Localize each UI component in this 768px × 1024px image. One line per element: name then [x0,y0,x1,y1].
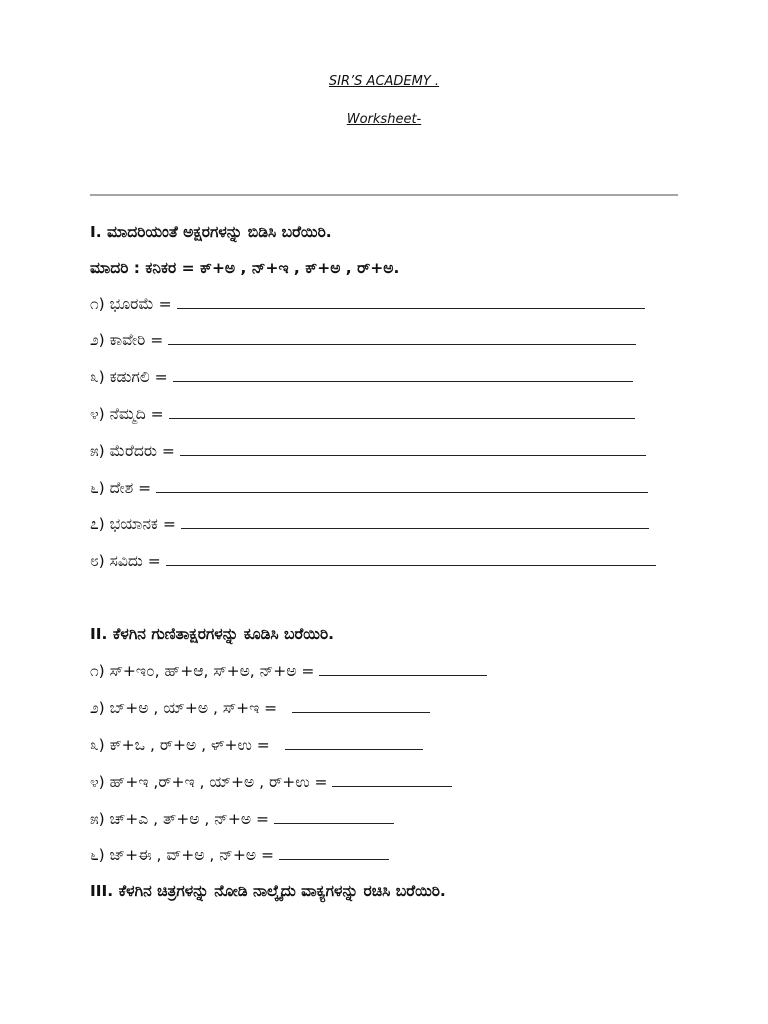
item-label: ೧) ಸ್+ಇ೦, ಹ್+ಆ, ಸ್+ಅ, ನ್+ಅ = [90,662,315,680]
section2-item-6 [90,845,389,865]
item-label: ೬) ದೇಶ = [90,479,152,497]
answer-blank[interactable] [279,845,389,860]
answer-blank[interactable] [274,809,394,824]
section1-item-7 [90,514,649,534]
item-label: ೭) ಭಯಾನಕ = [90,515,176,533]
section2-item-2 [90,698,430,718]
academy-title: SIR’S ACADEMY . [328,74,440,89]
section2-item-3 [90,735,423,755]
item-label: ೧) ಭೂರಮೆ = [90,295,172,313]
answer-blank[interactable] [156,478,648,493]
section1-item-8 [90,551,656,571]
item-label: ೩) ಕ್+ಒ , ರ್+ಅ , ಳ್+ಉ = [90,736,270,754]
item-label: ೪) ಹ್+ಇ ,ರ್+ಇ , ಯ್+ಅ , ರ್+ಉ = [90,773,328,791]
item-label: ೩) ಕಡುಗಲಿ = [90,368,168,386]
answer-blank[interactable] [180,441,646,456]
divider-line [90,194,678,196]
section1-example: ಮಾದರಿ : ಕನಿಕರ = ಕ್+ಅ , ನ್+ಇ , ಕ್+ಅ , ರ್+ಅ. [90,259,400,277]
section1-item-2 [90,330,636,350]
item-label: ೫) ಚ್+ಎ , ತ್+ಅ , ನ್+ಅ = [90,810,269,828]
worksheet-subtitle: Worksheet- [346,112,422,127]
answer-blank[interactable] [168,330,636,345]
item-label: ೮) ಸವಿದು = [90,552,161,570]
item-label: ೨) ಬ್+ಅ , ಯ್+ಅ , ಸ್+ಇ = [90,699,278,717]
item-label: ೪) ನೆಮ್ಮದಿ = [90,405,164,423]
answer-blank[interactable] [332,772,452,787]
answer-blank[interactable] [177,294,645,309]
section1-item-1 [90,294,645,314]
section2-heading: II. ಕೆಳಗಿನ ಗುಣಿತಾಕ್ಷರಗಳನ್ನು ಕೂಡಿಸಿ ಬರೆಯಿರಿ. [90,625,335,643]
section2-item-5 [90,809,394,829]
answer-blank[interactable] [166,551,656,566]
section1-item-3 [90,367,633,387]
answer-blank[interactable] [173,367,633,382]
item-label: ೫) ಮೆರೆದರು = [90,442,175,460]
item-label: ೨) ಕಾವೇರಿ = [90,331,164,349]
answer-blank[interactable] [285,735,423,750]
answer-blank[interactable] [181,514,649,529]
section1-item-4 [90,404,635,424]
answer-blank[interactable] [292,698,430,713]
section2-item-4 [90,772,452,792]
section1-heading: I. ಮಾದರಿಯಂತೆ ಅಕ್ಷರಗಳನ್ನು ಬಿಡಿಸಿ ಬರೆಯಿರಿ. [90,223,332,241]
item-label: ೬) ಜ್+ಈ , ವ್+ಅ , ನ್+ಅ = [90,846,275,864]
section3-heading: III. ಕೆಳಗಿನ ಚಿತ್ರಗಳನ್ನು ನೋಡಿ ನಾಲ್ಕೈದು ವಾಕ್ಯಗಳನ್ನು ರಚಿಸಿ ಬರೆಯಿರಿ. [90,882,446,900]
section1-item-6 [90,478,648,498]
section2-item-1 [90,661,487,681]
section1-item-5 [90,441,646,461]
answer-blank[interactable] [169,404,635,419]
answer-blank[interactable] [319,661,487,676]
